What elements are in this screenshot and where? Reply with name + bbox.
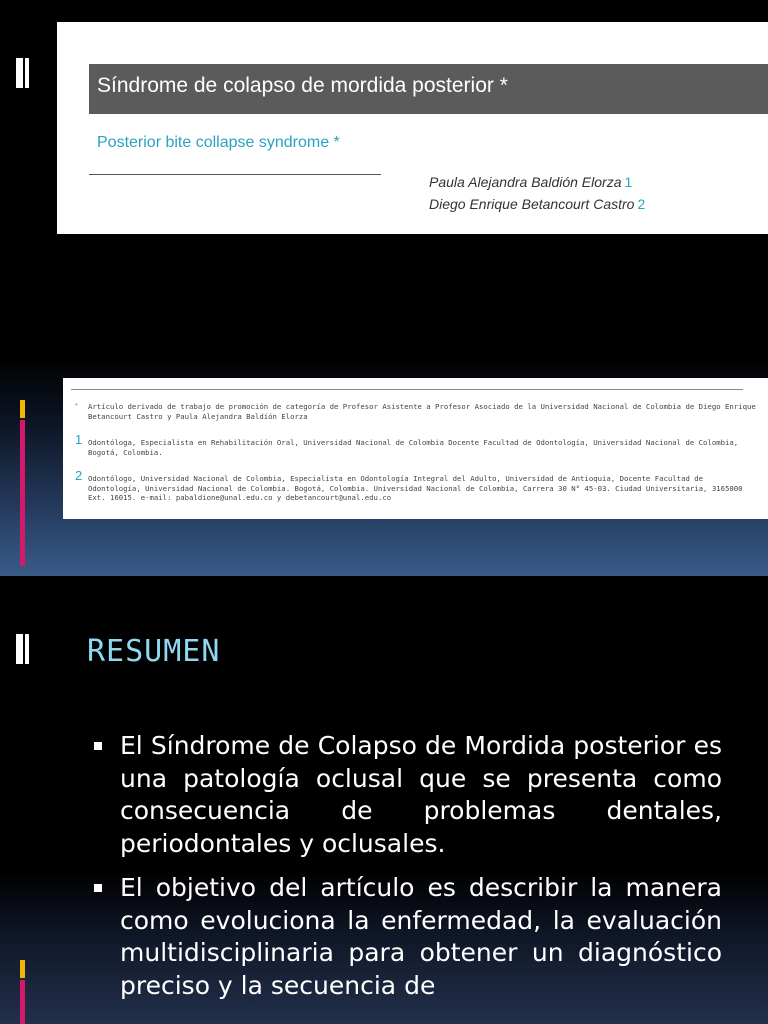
footnote-1	[75, 402, 759, 421]
accent-bar-yellow	[20, 400, 25, 418]
footnote-2	[75, 432, 759, 457]
bullet-square-icon	[94, 742, 102, 750]
author-name: Paula Alejandra Baldión Elorza	[429, 174, 622, 190]
footnotes-panel	[63, 378, 768, 519]
article-header	[57, 22, 768, 234]
author-marker: 2	[637, 196, 646, 212]
bullet-item	[92, 872, 722, 1003]
footnote-marker: *	[75, 401, 78, 410]
footnote-3	[75, 468, 759, 503]
bullet-text: El Síndrome de Colapso de Mordida posterior es una patología oclusal que se presenta como consecuencia de problemas dentales, periodontales y oclusales.	[120, 731, 722, 859]
bullet-square-icon	[94, 884, 102, 892]
accent-bar-yellow	[20, 960, 25, 978]
footnote-text: Odontóloga, Especialista en Rehabilitación Oral, Universidad Nacional de Colombia Docente Facultad de Odontología, Universidad Nacional de Colombia, Bogotá, Colombia.	[88, 438, 739, 457]
accent-bar-pink	[20, 420, 25, 566]
divider	[89, 174, 381, 175]
article-title: Síndrome de colapso de mordida posterior *	[97, 74, 508, 97]
footnote-text: Odontólogo, Universidad Nacional de Colombia, Especialista en Odontología Integral del Adulto, Universidad de Antioquia, Docente Facultad de Odontología, Universidad Nacional de Colombia. Bogotá, Colombia. Universidad Nacional de Colombia, Carrera 30 N° 45-03. Ciudad Universitaria, 3165000 Ext. 16015. e-mail: pabaldione@unal.edu.co y debetancourt@unal.edu.co	[88, 474, 743, 502]
author-1	[429, 174, 632, 190]
title-band	[89, 64, 768, 114]
section-heading: RESUMEN	[87, 634, 221, 669]
footnote-marker: 2	[75, 468, 83, 483]
author-name: Diego Enrique Betancourt Castro	[429, 196, 635, 212]
bullet-item	[92, 730, 722, 861]
footnote-marker: 1	[75, 432, 83, 447]
author-2	[429, 196, 645, 212]
author-marker: 1	[624, 174, 633, 190]
slide-marker-bar	[25, 634, 29, 664]
footnote-text: Artículo derivado de trabajo de promoción de categoría de Profesor Asistente a Profesor Asociado de la Universidad Nacional de Colombia de Diego Enrique Betancourt Castro y Paula Alejandra Baldión Elorza	[88, 402, 756, 421]
slide-marker-bar	[16, 634, 23, 664]
slide-2	[0, 576, 768, 1024]
bullet-text: El objetivo del artículo es describir la manera como evoluciona la enfermedad, la evaluación multidisciplinaria para obtener un diagnóstico preciso y la secuencia de	[120, 872, 722, 1000]
slide-marker-bar	[25, 58, 29, 88]
bullet-list	[92, 730, 722, 1014]
slide-marker-bar	[16, 58, 23, 88]
footnote-divider	[71, 389, 743, 390]
article-subtitle: Posterior bite collapse syndrome *	[97, 134, 340, 151]
accent-bar-pink	[20, 980, 25, 1024]
